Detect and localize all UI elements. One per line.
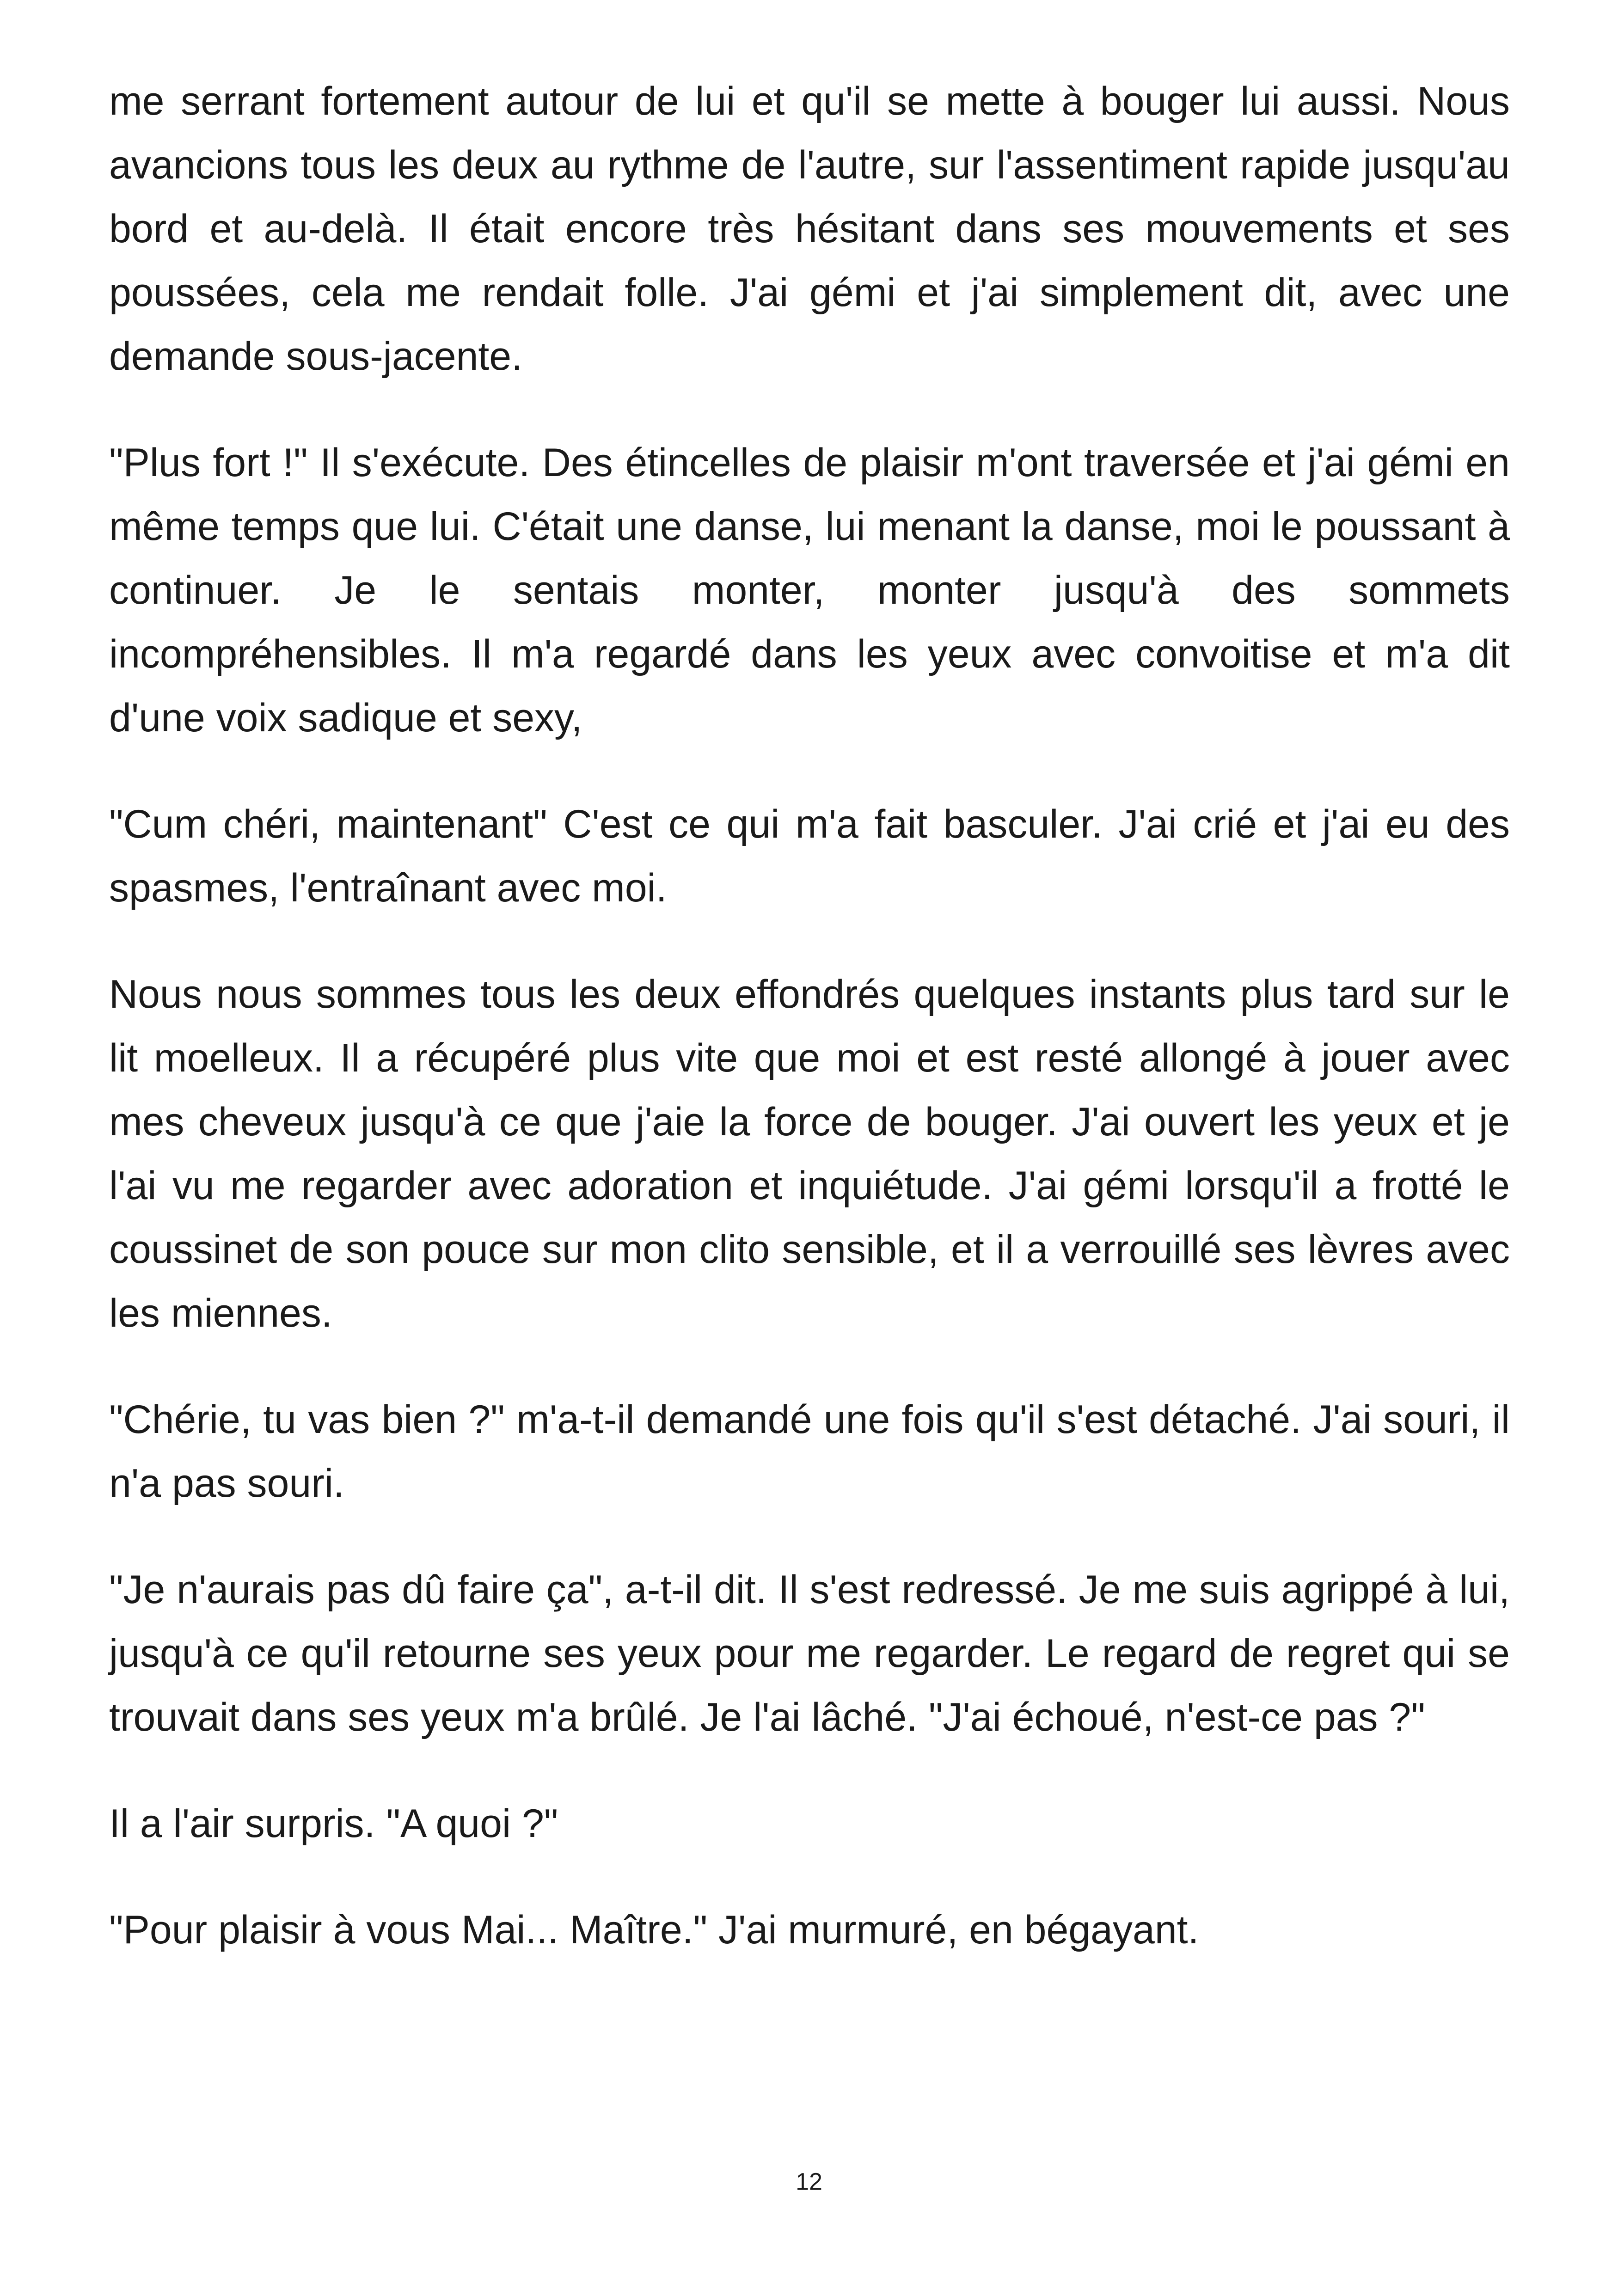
- page-number: 12: [796, 2168, 822, 2195]
- body-text: [109, 69, 1510, 2004]
- paragraph: "Cum chéri, maintenant" C'est ce qui m'a fait basculer. J'ai crié et j'ai eu des spasmes, l'entraînant avec moi.: [109, 802, 1510, 910]
- paragraph: "Je n'aurais pas dû faire ça", a-t-il dit. Il s'est redressé. Je me suis agrippé à lui, jusqu'à ce qu'il retourne ses yeux pour me regarder. Le regard de regret qui se trouvait dans ses yeux m'a brûlé. Je l'ai lâché. "J'ai échoué, n'est-ce pas ?": [109, 1567, 1510, 1739]
- paragraph: "Plus fort !" Il s'exécute. Des étincelles de plaisir m'ont traversée et j'ai gémi en même temps que lui. C'était une danse, lui menant la danse, moi le poussant à continuer. Je le sentais monter, monter jusqu'à des sommets incompréhensibles. Il m'a regardé dans les yeux avec convoitise et m'a dit d'une voix sadique et sexy,: [109, 441, 1510, 740]
- paragraph: Nous nous sommes tous les deux effondrés quelques instants plus tard sur le lit moelleux. Il a récupéré plus vite que moi et est resté allongé à jouer avec mes cheveux jusqu'à ce que j'aie la force de bouger. J'ai ouvert les yeux et je l'ai vu me regarder avec adoration et inquiétude. J'ai gémi lorsqu'il a frotté le coussinet de son pouce sur mon clito sensible, et il a verrouillé ses lèvres avec les miennes.: [109, 972, 1510, 1335]
- paragraph: "Pour plaisir à vous Mai... Maître." J'ai murmuré, en bégayant.: [109, 1908, 1199, 1952]
- paragraph: Il a l'air surpris. "A quoi ?": [109, 1801, 558, 1846]
- paragraph: me serrant fortement autour de lui et qu'il se mette à bouger lui aussi. Nous avancions tous les deux au rythme de l'autre, sur l'assentiment rapide jusqu'au bord et au-delà. Il était encore très hésitant dans ses mouvements et ses poussées, cela me rendait folle. J'ai gémi et j'ai simplement dit, avec une demande sous-jacente.: [109, 79, 1510, 379]
- paragraph: "Chérie, tu vas bien ?" m'a-t-il demandé une fois qu'il s'est détaché. J'ai souri, il n'a pas souri.: [109, 1397, 1510, 1506]
